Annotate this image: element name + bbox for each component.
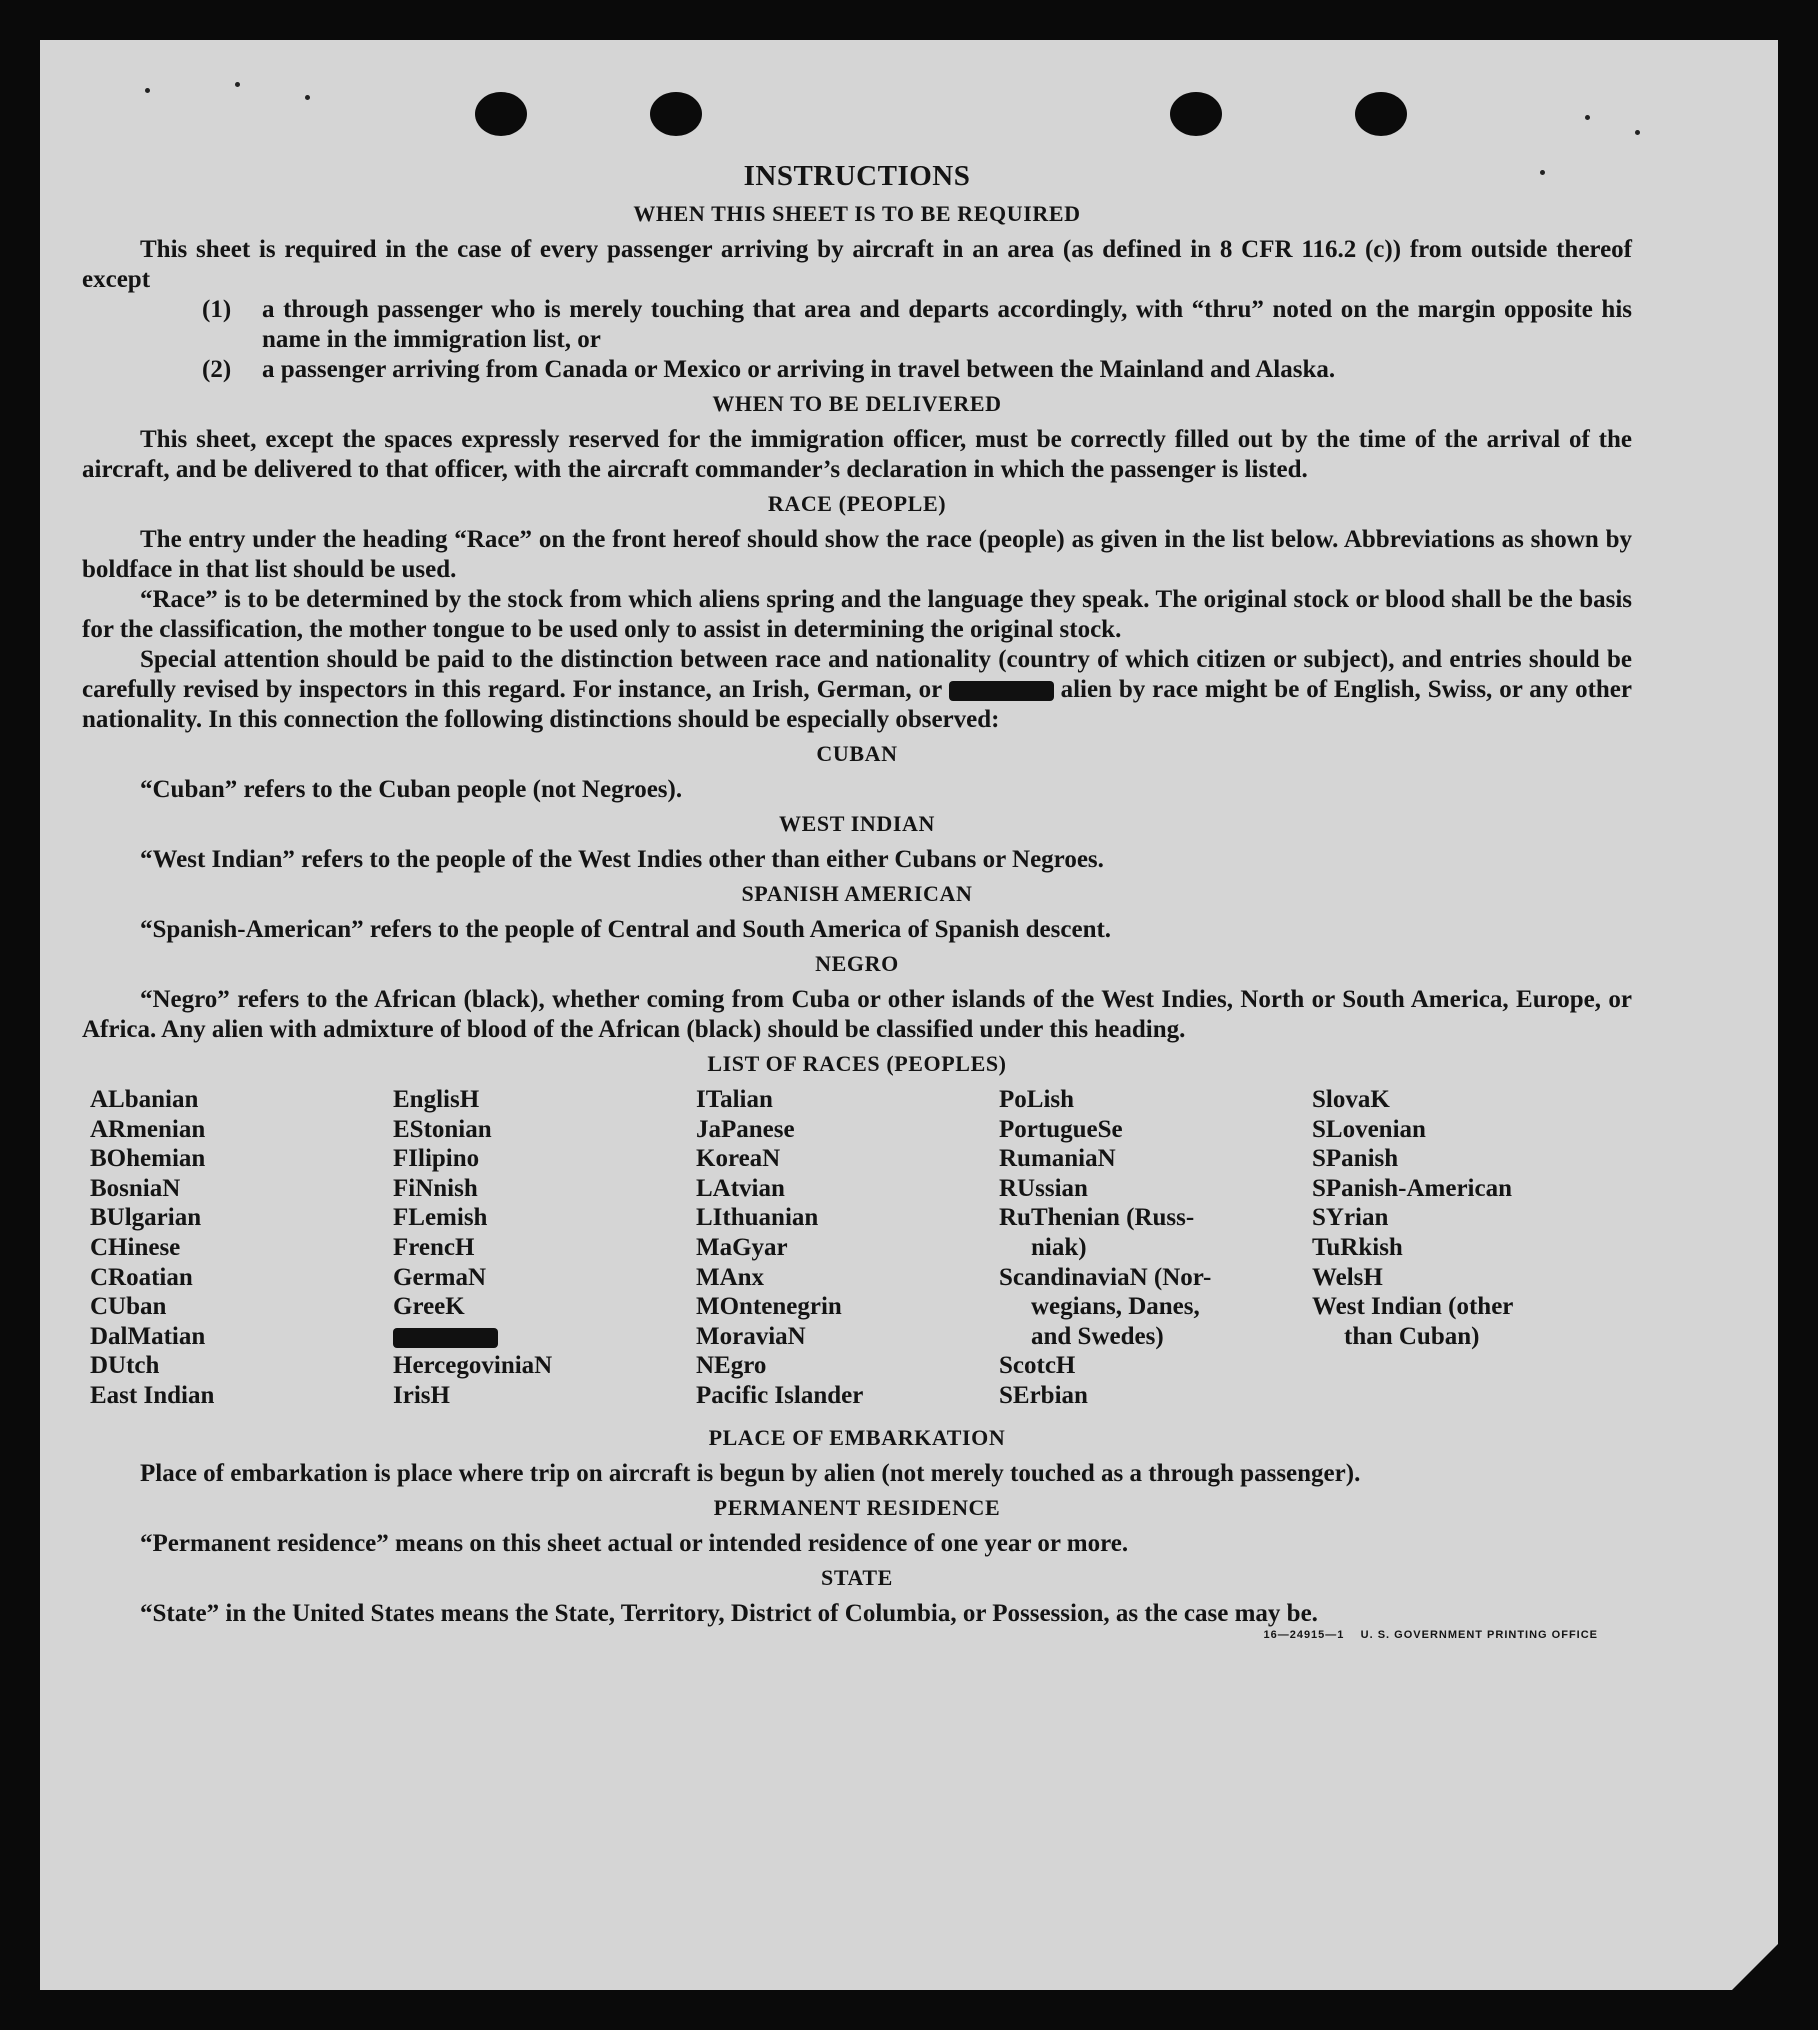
race-item: LAtvian bbox=[696, 1174, 785, 1202]
race-item: SYrian bbox=[1312, 1204, 1389, 1232]
heading-when-delivered: WHEN TO BE DELIVERED bbox=[712, 391, 1002, 416]
race-item: SlovaK bbox=[1312, 1086, 1390, 1113]
speck bbox=[145, 88, 150, 93]
state-body: “State” in the United States means the State, Territory, District of Columbia, or Possession, as the case may be. bbox=[140, 1599, 1318, 1627]
heading-west-indian: WEST INDIAN bbox=[779, 811, 935, 836]
race-item: GreeK bbox=[393, 1293, 465, 1321]
punch-hole bbox=[1170, 92, 1222, 136]
footer bbox=[82, 1629, 1632, 1641]
race-item: ScotcH bbox=[999, 1352, 1076, 1380]
race-item: East Indian bbox=[90, 1381, 215, 1409]
form-number: 16—24915—1 bbox=[1263, 1628, 1345, 1641]
race-item: SErbian bbox=[999, 1381, 1088, 1409]
race-item-continued: niak) bbox=[1031, 1233, 1087, 1261]
race-item: FiNnish bbox=[393, 1174, 478, 1202]
race-item: DalMatian bbox=[90, 1322, 206, 1350]
race-item: CRoatian bbox=[90, 1263, 193, 1291]
race-item: BUlgarian bbox=[90, 1204, 202, 1232]
race-item: SLovenian bbox=[1312, 1115, 1426, 1143]
race-paragraph-1: The entry under the heading “Race” on the front hereof should show the race (people) as given in the list below. Abbreviations as shown by boldface in that list should be used. bbox=[82, 526, 1632, 583]
race-column-3 bbox=[696, 1085, 999, 1411]
race-item: MAnx bbox=[696, 1263, 765, 1291]
heading-permanent-residence: PERMANENT RESIDENCE bbox=[713, 1494, 1001, 1520]
printer-imprint bbox=[1263, 1629, 1598, 1641]
west-indian-body: “West Indian” refers to the people of the West Indies other than either Cubans or Negroes. bbox=[140, 846, 1104, 873]
heading-list-of-races: LIST OF RACES (PEOPLES) bbox=[707, 1051, 1007, 1076]
page-corner bbox=[1732, 1944, 1778, 1990]
race-item: FIlipino bbox=[393, 1145, 480, 1173]
race-item-redacted bbox=[393, 1322, 696, 1352]
race-item-continued: than Cuban) bbox=[1344, 1322, 1480, 1350]
heading-negro: NEGRO bbox=[815, 951, 899, 976]
heading-when-required: WHEN THIS SHEET IS TO BE REQUIRED bbox=[633, 201, 1081, 226]
heading-cuban: CUBAN bbox=[816, 741, 898, 766]
race-item: EnglisH bbox=[393, 1086, 480, 1113]
race-item: SPanish-American bbox=[1312, 1174, 1512, 1202]
negro-body: “Negro” refers to the African (black), whether coming from Cuba or other islands of the West Indies, North or South America, Europe, or Africa. Any alien with admixture of blood of the African (black) should be classified under this heading. bbox=[82, 986, 1632, 1043]
race-item: CUban bbox=[90, 1293, 167, 1321]
race-item-continued: and Swedes) bbox=[1031, 1322, 1164, 1350]
race-paragraph-3: Special attention should be paid to the distinction between race and nationality (country of which citizen or subject), and entries should be carefully revised by inspectors in this regard. For instance, an Irish, German, or alien by race might be of English, Swiss, or any other nationality. In this connection the following distinctions should be especially observed: bbox=[82, 646, 1632, 733]
race-item: NEgro bbox=[696, 1352, 767, 1380]
race-item: TuRkish bbox=[1312, 1233, 1403, 1261]
race-column-2 bbox=[393, 1085, 696, 1411]
heading-place-of-embarkation: PLACE OF EMBARKATION bbox=[708, 1424, 1006, 1450]
redaction-mark bbox=[393, 1328, 498, 1348]
embarkation-body: Place of embarkation is place where trip on aircraft is begun by alien (not merely touched as a through passenger). bbox=[140, 1459, 1361, 1487]
race-item: MOntenegrin bbox=[696, 1293, 842, 1321]
race-list bbox=[90, 1085, 1632, 1411]
race-item: GermaN bbox=[393, 1263, 487, 1291]
race-item: HercegoviniaN bbox=[393, 1352, 553, 1380]
race-item: ARmenian bbox=[90, 1115, 206, 1143]
race-item: RumaniaN bbox=[999, 1145, 1116, 1173]
race-item: MoraviaN bbox=[696, 1322, 806, 1350]
heading-spanish-american: SPANISH AMERICAN bbox=[741, 881, 973, 906]
race-item: FLemish bbox=[393, 1204, 488, 1232]
race-item: IrisH bbox=[393, 1381, 450, 1409]
speck bbox=[1585, 115, 1590, 120]
residence-body: “Permanent residence” means on this sheet actual or intended residence of one year or more. bbox=[140, 1529, 1129, 1557]
race-item: Pacific Islander bbox=[696, 1381, 864, 1409]
race-item: FrencH bbox=[393, 1233, 475, 1261]
race-paragraph-2: “Race” is to be determined by the stock from which aliens spring and the language they speak. The original stock or blood shall be the basis for the classification, the mother tongue to be used only to assist in determining the original stock. bbox=[82, 586, 1632, 643]
speck bbox=[1635, 130, 1640, 135]
punch-hole bbox=[1355, 92, 1407, 136]
page-title: INSTRUCTIONS bbox=[743, 160, 971, 192]
printer-name: U. S. GOVERNMENT PRINTING OFFICE bbox=[1360, 1628, 1598, 1641]
race-item-continued: wegians, Danes, bbox=[1031, 1293, 1200, 1321]
race-item: RUssian bbox=[999, 1174, 1088, 1202]
speck bbox=[235, 82, 240, 87]
race-item: PoLish bbox=[999, 1086, 1075, 1113]
race-column-4 bbox=[999, 1085, 1312, 1411]
race-item: West Indian (other bbox=[1312, 1293, 1514, 1321]
race-item: BosniaN bbox=[90, 1174, 181, 1202]
race-item: MaGyar bbox=[696, 1233, 788, 1261]
race-column-1 bbox=[90, 1085, 393, 1411]
heading-race: RACE (PEOPLE) bbox=[767, 491, 947, 516]
race-item: JaPanese bbox=[696, 1115, 795, 1143]
spanish-american-body: “Spanish-American” refers to the people of Central and South America of Spanish descent. bbox=[140, 916, 1112, 943]
speck bbox=[305, 95, 310, 100]
race-item: PortugueSe bbox=[999, 1115, 1123, 1143]
race-item: RuThenian (Russ- bbox=[999, 1204, 1195, 1232]
document-sheet bbox=[40, 40, 1778, 1990]
punch-hole bbox=[475, 92, 527, 136]
race-item: ITalian bbox=[696, 1086, 773, 1113]
race-item: EStonian bbox=[393, 1115, 492, 1143]
when-delivered-body: This sheet, except the spaces expressly reserved for the immigration officer, must be correctly filled out by the time of the arrival of the aircraft, and be delivered to that officer, with the aircraft commander’s declaration in which the passenger is listed. bbox=[82, 426, 1632, 483]
redaction-mark bbox=[949, 681, 1054, 701]
when-required-body: This sheet is required in the case of every passenger arriving by aircraft in an area (as defined in 8 CFR 116.2 (c)) from outside thereof except bbox=[82, 236, 1632, 293]
race-item: KoreaN bbox=[696, 1145, 781, 1173]
race-item: ALbanian bbox=[90, 1086, 199, 1113]
race-item: WelsH bbox=[1312, 1263, 1383, 1291]
race-item: BOhemian bbox=[90, 1145, 206, 1173]
condition-2: (2) a passenger arriving from Canada or Mexico or arriving in travel between the Mainland and Alaska. bbox=[202, 356, 1336, 383]
instructions-content bbox=[82, 160, 1632, 1641]
race-item: LIthuanian bbox=[696, 1204, 819, 1232]
cuban-body: “Cuban” refers to the Cuban people (not Negroes). bbox=[140, 776, 683, 803]
condition-1: (1) a through passenger who is merely touching that area and departs accordingly, with “thru” noted on the margin opposite his name in the immigration list, or bbox=[202, 296, 1632, 353]
race-item: DUtch bbox=[90, 1352, 160, 1380]
race-item: ScandinaviaN (Nor- bbox=[999, 1263, 1212, 1291]
punch-hole bbox=[650, 92, 702, 136]
race-item: SPanish bbox=[1312, 1145, 1399, 1173]
race-column-5 bbox=[1312, 1085, 1640, 1411]
race-item: CHinese bbox=[90, 1233, 181, 1261]
heading-state: STATE bbox=[821, 1564, 893, 1590]
